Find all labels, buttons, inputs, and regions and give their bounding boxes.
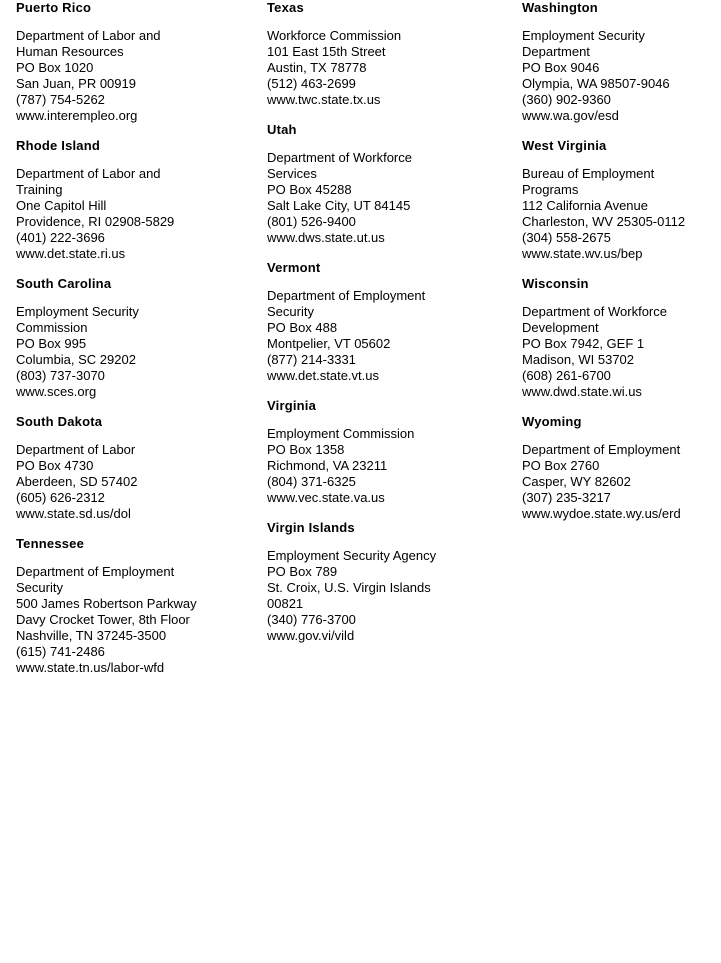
address-line: (787) 754-5262 bbox=[16, 92, 105, 107]
state-heading: Rhode Island bbox=[16, 138, 101, 153]
address-line: Department of Employment bbox=[16, 564, 175, 579]
address-line: Workforce Commission bbox=[267, 28, 402, 43]
address-line: Austin, TX 78778 bbox=[267, 60, 367, 75]
address-line: Training bbox=[16, 182, 63, 197]
address-line: Department of Employment bbox=[267, 288, 426, 303]
website-url: www.dws.state.ut.us bbox=[267, 230, 385, 245]
website-url: www.state.sd.us/dol bbox=[16, 506, 131, 521]
agency-section bbox=[522, 0, 718, 124]
website-url: www.interempleo.org bbox=[16, 108, 138, 123]
agency-section bbox=[522, 414, 718, 522]
address-line: PO Box 789 bbox=[267, 564, 338, 579]
website-url: www.sces.org bbox=[16, 384, 97, 399]
state-heading: Tennessee bbox=[16, 536, 85, 551]
website-url: www.det.state.ri.us bbox=[16, 246, 126, 261]
address-line: 112 California Avenue bbox=[522, 198, 649, 213]
address-line: PO Box 1358 bbox=[267, 442, 345, 457]
address-line: Department of Labor and bbox=[16, 166, 161, 181]
website-url: www.gov.vi/vild bbox=[267, 628, 355, 643]
address-line: Charleston, WV 25305-0112 bbox=[522, 214, 686, 229]
agency-section bbox=[267, 520, 513, 644]
address-line: Security bbox=[16, 580, 63, 595]
address-line: (608) 261-6700 bbox=[522, 368, 611, 383]
address-line: Employment Security bbox=[522, 28, 645, 43]
address-line: 00821 bbox=[267, 596, 304, 611]
agency-section bbox=[267, 260, 513, 384]
state-heading: Washington bbox=[522, 0, 598, 15]
address-line: Human Resources bbox=[16, 44, 124, 59]
address-line: (605) 626-2312 bbox=[16, 490, 105, 505]
agency-section bbox=[267, 398, 513, 506]
address-line: Department bbox=[522, 44, 590, 59]
address-line: Services bbox=[267, 166, 317, 181]
address-line: St. Croix, U.S. Virgin Islands bbox=[267, 580, 431, 595]
address-line: Department of Labor bbox=[16, 442, 136, 457]
address-line: PO Box 2760 bbox=[522, 458, 600, 473]
address-line: Nashville, TN 37245-3500 bbox=[16, 628, 167, 643]
state-heading: West Virginia bbox=[522, 138, 607, 153]
agency-section bbox=[16, 138, 258, 262]
address-line: Salt Lake City, UT 84145 bbox=[267, 198, 411, 213]
address-line: Programs bbox=[522, 182, 579, 197]
address-line: Olympia, WA 98507-9046 bbox=[522, 76, 670, 91]
address-line: (304) 558-2675 bbox=[522, 230, 611, 245]
address-line: Security bbox=[267, 304, 314, 319]
directory-column-3 bbox=[522, 0, 718, 536]
agency-section bbox=[16, 0, 258, 124]
address-line: Aberdeen, SD 57402 bbox=[16, 474, 138, 489]
address-line: (615) 741-2486 bbox=[16, 644, 105, 659]
address-line: PO Box 9046 bbox=[522, 60, 600, 75]
address-line: Providence, RI 02908-5829 bbox=[16, 214, 175, 229]
agency-section bbox=[267, 0, 513, 108]
agency-section bbox=[267, 122, 513, 246]
address-line: 500 James Robertson Parkway bbox=[16, 596, 197, 611]
state-heading: Utah bbox=[267, 122, 297, 137]
address-line: Employment Security bbox=[16, 304, 139, 319]
agency-section bbox=[16, 414, 258, 522]
state-heading: Virgin Islands bbox=[267, 520, 355, 535]
state-heading: Wisconsin bbox=[522, 276, 589, 291]
website-url: www.twc.state.tx.us bbox=[267, 92, 381, 107]
website-url: www.state.tn.us/labor-wfd bbox=[16, 660, 165, 675]
address-line: (340) 776-3700 bbox=[267, 612, 356, 627]
address-line: Madison, WI 53702 bbox=[522, 352, 635, 367]
address-line: PO Box 1020 bbox=[16, 60, 94, 75]
address-line: Development bbox=[522, 320, 599, 335]
address-line: (307) 235-3217 bbox=[522, 490, 611, 505]
address-line: PO Box 45288 bbox=[267, 182, 352, 197]
address-line: PO Box 7942, GEF 1 bbox=[522, 336, 645, 351]
address-line: (801) 526-9400 bbox=[267, 214, 356, 229]
address-line: PO Box 995 bbox=[16, 336, 87, 351]
address-line: (401) 222-3696 bbox=[16, 230, 105, 245]
address-line: Montpelier, VT 05602 bbox=[267, 336, 391, 351]
directory-column-2 bbox=[267, 0, 513, 658]
agency-section bbox=[16, 536, 258, 676]
address-line: Department of Workforce bbox=[522, 304, 667, 319]
state-heading: South Carolina bbox=[16, 276, 112, 291]
agency-section bbox=[522, 276, 718, 400]
address-line: Department of Labor and bbox=[16, 28, 161, 43]
agency-section bbox=[16, 276, 258, 400]
website-url: www.wydoe.state.wy.us/erd bbox=[522, 506, 681, 521]
state-heading: Puerto Rico bbox=[16, 0, 92, 15]
address-line: PO Box 488 bbox=[267, 320, 338, 335]
address-line: San Juan, PR 00919 bbox=[16, 76, 136, 91]
address-line: Casper, WY 82602 bbox=[522, 474, 631, 489]
directory-column-1 bbox=[16, 0, 258, 690]
website-url: www.dwd.state.wi.us bbox=[522, 384, 642, 399]
address-line: Employment Commission bbox=[267, 426, 415, 441]
address-line: Richmond, VA 23211 bbox=[267, 458, 388, 473]
website-url: www.det.state.vt.us bbox=[267, 368, 379, 383]
website-url: www.state.wv.us/bep bbox=[522, 246, 643, 261]
agency-section bbox=[522, 138, 718, 262]
address-line: (804) 371-6325 bbox=[267, 474, 356, 489]
address-line: (360) 902-9360 bbox=[522, 92, 611, 107]
state-heading: Virginia bbox=[267, 398, 317, 413]
website-url: www.wa.gov/esd bbox=[522, 108, 619, 123]
address-line: One Capitol Hill bbox=[16, 198, 107, 213]
address-line: (803) 737-3070 bbox=[16, 368, 105, 383]
state-heading: Texas bbox=[267, 0, 304, 15]
address-line: (877) 214-3331 bbox=[267, 352, 356, 367]
state-heading: South Dakota bbox=[16, 414, 103, 429]
address-line: PO Box 4730 bbox=[16, 458, 94, 473]
address-line: 101 East 15th Street bbox=[267, 44, 386, 59]
state-heading: Vermont bbox=[267, 260, 321, 275]
address-line: Department of Employment bbox=[522, 442, 681, 457]
address-line: (512) 463-2699 bbox=[267, 76, 356, 91]
address-line: Department of Workforce bbox=[267, 150, 412, 165]
address-line: Employment Security Agency bbox=[267, 548, 437, 563]
address-line: Bureau of Employment bbox=[522, 166, 655, 181]
address-line: Davy Crocket Tower, 8th Floor bbox=[16, 612, 190, 627]
state-heading: Wyoming bbox=[522, 414, 582, 429]
website-url: www.vec.state.va.us bbox=[267, 490, 385, 505]
address-line: Columbia, SC 29202 bbox=[16, 352, 136, 367]
address-line: Commission bbox=[16, 320, 88, 335]
